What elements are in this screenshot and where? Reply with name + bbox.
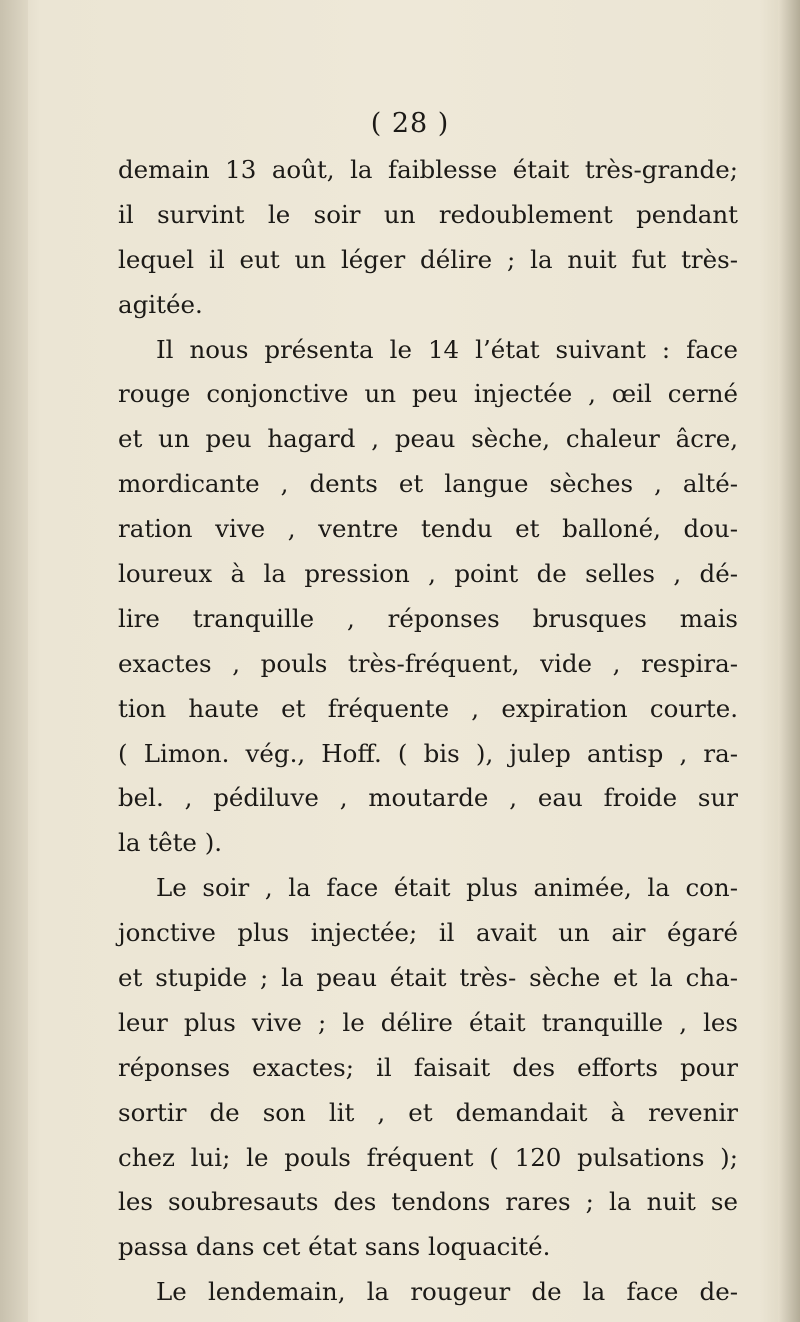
text-line: il survint le soir un redoublement pendant (118, 199, 738, 229)
text-line: réponses exactes; il faisait des efforts pour (118, 1052, 738, 1082)
text-line: mordicante , dents et langue sèches , alté- (118, 469, 738, 499)
text-line: rouge conjonctive un peu injectée , œil cerné (118, 379, 738, 409)
text-line: Le soir , la face était plus animée, la con- (156, 873, 738, 903)
page-gutter-left (0, 0, 28, 1322)
text-line: la tête ). (118, 828, 223, 858)
text-line: lequel il eut un léger délire ; la nuit fut très- (118, 244, 738, 274)
text-line: loureux à la pression , point de selles , dé- (118, 559, 738, 589)
text-line: leur plus vive ; le délire était tranquille , les (118, 1007, 738, 1037)
text-line: ration vive , ventre tendu et balloné, dou- (118, 514, 738, 544)
page-number: ( 28 ) (370, 108, 450, 139)
text-line: Il nous présenta le 14 l’état suivant : face (156, 334, 738, 364)
text-line: agitée. (118, 289, 203, 319)
text-line: ( Limon. vég., Hoff. ( bis ), julep antisp , ra- (118, 738, 738, 768)
text-line: lire tranquille , réponses brusques mais (118, 603, 738, 633)
text-line: demain 13 août, la faiblesse était très-grande; (118, 155, 738, 184)
body-text (118, 148, 738, 1315)
text-line: chez lui; le pouls fréquent ( 120 pulsations ); (118, 1142, 738, 1172)
page-edge-right (778, 0, 800, 1322)
text-line: exactes , pouls très-fréquent, vide , respira- (118, 648, 738, 678)
text-line: tion haute et fréquente , expiration courte. (118, 693, 738, 723)
text-line: sortir de son lit , et demandait à revenir (118, 1097, 738, 1127)
text-line: bel. , pédiluve , moutarde , eau froide sur (118, 783, 738, 813)
text-line: les soubresauts des tendons rares ; la nuit se (118, 1187, 738, 1217)
text-line: et un peu hagard , peau sèche, chaleur âcre, (118, 424, 738, 454)
text-line: jonctive plus injectée; il avait un air égaré (118, 918, 738, 948)
text-line: passa dans cet état sans loquacité. (118, 1232, 551, 1262)
text-line: Le lendemain, la rougeur de la face de- (156, 1277, 738, 1307)
text-line: et stupide ; la peau était très- sèche et la cha- (118, 963, 738, 993)
